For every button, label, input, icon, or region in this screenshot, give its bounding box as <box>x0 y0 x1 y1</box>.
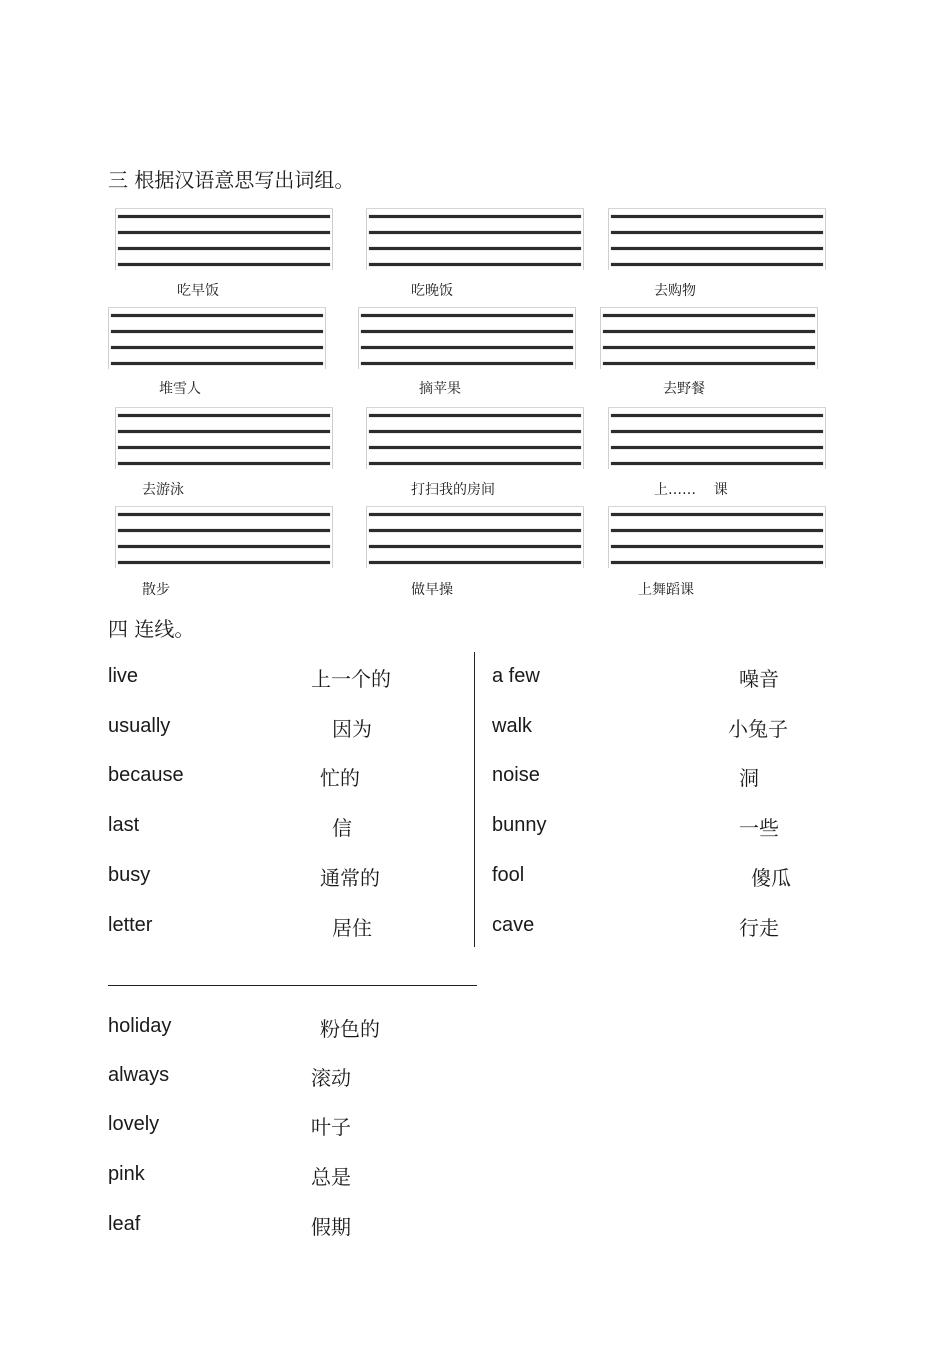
writing-line <box>118 414 330 417</box>
writing-line <box>361 330 573 333</box>
caption-9: 上…… 课 <box>654 482 728 498</box>
writing-line <box>111 346 323 349</box>
writing-line <box>111 330 323 333</box>
box-left-edge <box>115 407 116 469</box>
box-right-edge <box>825 208 826 270</box>
writing-line <box>611 545 823 548</box>
box-left-edge <box>608 407 609 469</box>
left-chinese-3: 忙的 <box>320 766 360 790</box>
writing-line <box>611 414 823 417</box>
writing-lines-9[interactable] <box>608 407 826 469</box>
writing-line <box>611 247 823 250</box>
box-left-edge <box>366 208 367 270</box>
bottom-chinese-5: 假期 <box>311 1215 351 1239</box>
writing-line <box>118 215 330 218</box>
right-chinese-3: 洞 <box>739 766 759 790</box>
bottom-english-5: leaf <box>108 1213 141 1235</box>
writing-line <box>118 529 330 532</box>
box-left-edge <box>366 506 367 568</box>
writing-line <box>611 513 823 516</box>
writing-line <box>118 430 330 433</box>
caption-12: 上舞蹈课 <box>638 582 694 598</box>
box-top-edge <box>600 307 818 308</box>
left-chinese-2: 因为 <box>332 717 372 741</box>
box-left-edge <box>108 307 109 369</box>
caption-4: 堆雪人 <box>159 381 201 397</box>
writing-line <box>369 462 581 465</box>
right-english-3: noise <box>492 764 540 786</box>
box-right-edge <box>825 407 826 469</box>
box-top-edge <box>358 307 576 308</box>
box-right-edge <box>332 407 333 469</box>
box-top-edge <box>115 208 333 209</box>
writing-lines-6[interactable] <box>600 307 818 369</box>
writing-line <box>603 362 815 365</box>
bottom-english-1: holiday <box>108 1015 172 1037</box>
bottom-english-4: pink <box>108 1163 145 1185</box>
box-left-edge <box>608 208 609 270</box>
box-right-edge <box>825 506 826 568</box>
box-left-edge <box>608 506 609 568</box>
writing-lines-11[interactable] <box>366 506 584 568</box>
writing-lines-12[interactable] <box>608 506 826 568</box>
caption-2: 吃晚饭 <box>411 283 453 299</box>
writing-line <box>611 529 823 532</box>
box-top-edge <box>366 506 584 507</box>
left-chinese-4: 信 <box>332 816 352 840</box>
writing-line <box>361 362 573 365</box>
box-right-edge <box>325 307 326 369</box>
right-english-1: a few <box>492 665 540 687</box>
box-left-edge <box>115 506 116 568</box>
writing-line <box>118 263 330 266</box>
writing-line <box>111 314 323 317</box>
box-right-edge <box>583 208 584 270</box>
writing-line <box>611 263 823 266</box>
writing-line <box>369 247 581 250</box>
writing-line <box>369 513 581 516</box>
left-english-3: because <box>108 764 184 786</box>
writing-lines-3[interactable] <box>608 208 826 270</box>
box-top-edge <box>366 208 584 209</box>
right-chinese-2: 小兔子 <box>728 717 788 741</box>
writing-lines-10[interactable] <box>115 506 333 568</box>
left-english-4: last <box>108 814 140 836</box>
left-english-6: letter <box>108 914 153 936</box>
writing-line <box>369 414 581 417</box>
right-english-5: fool <box>492 864 525 886</box>
writing-lines-7[interactable] <box>115 407 333 469</box>
caption-10: 散步 <box>142 582 170 598</box>
writing-line <box>369 430 581 433</box>
bottom-chinese-1: 粉色的 <box>320 1017 380 1041</box>
writing-line <box>611 561 823 564</box>
box-right-edge <box>583 506 584 568</box>
box-right-edge <box>332 506 333 568</box>
caption-7: 去游泳 <box>142 482 184 498</box>
box-right-edge <box>817 307 818 369</box>
left-chinese-5: 通常的 <box>320 866 380 890</box>
box-left-edge <box>366 407 367 469</box>
writing-line <box>361 346 573 349</box>
writing-line <box>603 346 815 349</box>
right-english-2: walk <box>492 715 533 737</box>
writing-line <box>369 529 581 532</box>
writing-lines-8[interactable] <box>366 407 584 469</box>
writing-lines-2[interactable] <box>366 208 584 270</box>
writing-line <box>603 330 815 333</box>
box-right-edge <box>583 407 584 469</box>
writing-line <box>611 430 823 433</box>
writing-line <box>118 513 330 516</box>
right-english-6: cave <box>492 914 535 936</box>
writing-line <box>118 561 330 564</box>
writing-line <box>118 545 330 548</box>
writing-line <box>369 231 581 234</box>
writing-line <box>118 446 330 449</box>
caption-6: 去野餐 <box>663 381 705 397</box>
writing-line <box>369 561 581 564</box>
group-divider <box>108 985 477 986</box>
writing-line <box>611 462 823 465</box>
right-chinese-6: 行走 <box>739 916 779 940</box>
writing-line <box>369 215 581 218</box>
right-chinese-4: 一些 <box>739 816 779 840</box>
box-top-edge <box>108 307 326 308</box>
left-chinese-1: 上一个的 <box>311 667 391 691</box>
caption-11: 做早操 <box>411 582 453 598</box>
box-top-edge <box>115 407 333 408</box>
writing-line <box>111 362 323 365</box>
writing-line <box>118 231 330 234</box>
left-english-5: busy <box>108 864 151 886</box>
column-divider <box>474 652 475 947</box>
box-top-edge <box>366 407 584 408</box>
writing-line <box>118 247 330 250</box>
box-top-edge <box>608 407 826 408</box>
writing-line <box>611 215 823 218</box>
left-english-2: usually <box>108 715 171 737</box>
box-top-edge <box>608 208 826 209</box>
caption-8: 打扫我的房间 <box>411 482 495 498</box>
right-chinese-5: 傻瓜 <box>751 866 791 890</box>
bottom-english-3: lovely <box>108 1113 160 1135</box>
writing-line <box>611 446 823 449</box>
box-top-edge <box>115 506 333 507</box>
writing-lines-4[interactable] <box>108 307 326 369</box>
bottom-chinese-2: 滚动 <box>311 1066 351 1090</box>
writing-line <box>611 231 823 234</box>
writing-line <box>369 545 581 548</box>
caption-5: 摘苹果 <box>419 381 461 397</box>
right-english-4: bunny <box>492 814 547 836</box>
writing-line <box>369 446 581 449</box>
writing-line <box>118 462 330 465</box>
writing-line <box>369 263 581 266</box>
box-left-edge <box>115 208 116 270</box>
section-4-heading: 四 连线。 <box>108 617 195 641</box>
writing-lines-1[interactable] <box>115 208 333 270</box>
caption-3: 去购物 <box>654 283 696 299</box>
writing-line <box>603 314 815 317</box>
box-left-edge <box>358 307 359 369</box>
bottom-chinese-3: 叶子 <box>311 1115 351 1139</box>
right-chinese-1: 噪音 <box>739 667 779 691</box>
box-right-edge <box>332 208 333 270</box>
section-3-heading: 三 根据汉语意思写出词组。 <box>108 168 355 192</box>
box-right-edge <box>575 307 576 369</box>
bottom-chinese-4: 总是 <box>311 1165 351 1189</box>
bottom-english-2: always <box>108 1064 170 1086</box>
box-top-edge <box>608 506 826 507</box>
writing-line <box>361 314 573 317</box>
left-chinese-6: 居住 <box>332 916 372 940</box>
box-left-edge <box>600 307 601 369</box>
writing-lines-5[interactable] <box>358 307 576 369</box>
left-english-1: live <box>108 665 139 687</box>
caption-1: 吃早饭 <box>177 283 219 299</box>
